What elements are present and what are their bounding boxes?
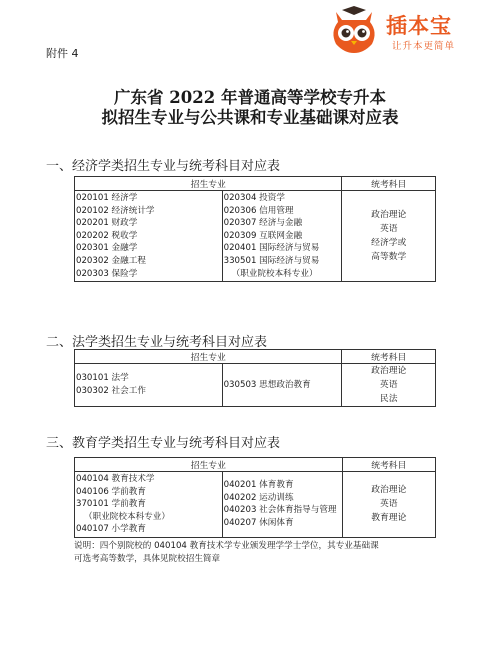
list-item: 040106 学前教育 bbox=[76, 486, 146, 497]
owl-logo-icon bbox=[326, 6, 382, 54]
footnote-line: 可选考高等数学，具体见院校招生简章 bbox=[74, 554, 221, 564]
list-item: 英语 bbox=[379, 224, 398, 235]
list-item: 040201 体育教育 bbox=[223, 480, 294, 491]
list-item: 020301 金融学 bbox=[76, 243, 138, 254]
major-list-right bbox=[222, 191, 342, 282]
list-item: 020201 财政学 bbox=[76, 218, 138, 229]
doc-title-line2: 拟招生专业与公共课和专业基础课对应表 bbox=[101, 108, 399, 127]
section-heading-education: 三、教育学类招生专业与统考科目对应表 bbox=[46, 436, 281, 451]
list-item: 370101 学前教育 bbox=[76, 499, 146, 510]
list-item: 330501 国际经济与贸易 bbox=[223, 255, 320, 266]
list-item: 030503 思想政治教育 bbox=[223, 379, 311, 390]
list-item: 020306 信用管理 bbox=[223, 205, 294, 216]
list-item: 040107 小学教育 bbox=[76, 524, 146, 535]
table-law bbox=[74, 349, 436, 407]
table-economics bbox=[74, 176, 436, 282]
major-list-right bbox=[222, 364, 342, 407]
header-subject: 统考科目 bbox=[342, 177, 436, 191]
list-item: 020303 保险学 bbox=[76, 268, 138, 279]
list-item: 020304 投资学 bbox=[223, 193, 285, 203]
table-education bbox=[74, 457, 436, 538]
footnote bbox=[74, 540, 444, 566]
list-item: 020302 金融工程 bbox=[76, 255, 146, 266]
major-list-right bbox=[222, 472, 342, 538]
list-item: 030101 法学 bbox=[76, 373, 129, 384]
list-item: 020307 经济与金融 bbox=[223, 218, 303, 229]
section-heading-law: 二、法学类招生专业与统考科目对应表 bbox=[46, 335, 268, 350]
list-item: 040202 运动训练 bbox=[223, 492, 294, 503]
logo-name: 插本宝 bbox=[386, 14, 452, 38]
list-item: （职业院校本科专业） bbox=[84, 511, 170, 522]
list-item: 高等数学 bbox=[371, 252, 407, 263]
brand-logo[interactable] bbox=[326, 4, 496, 56]
list-item: 教育理论 bbox=[371, 513, 407, 524]
header-subject: 统考科目 bbox=[342, 458, 435, 472]
list-item: 政治理论 bbox=[371, 210, 407, 221]
list-item: 政治理论 bbox=[371, 485, 407, 496]
major-list-left bbox=[75, 472, 223, 538]
list-item: 英语 bbox=[379, 380, 398, 390]
subject-list bbox=[342, 364, 436, 407]
table-row bbox=[75, 472, 436, 538]
list-item: （职业院校本科专业） bbox=[231, 268, 318, 279]
list-item: 020202 税收学 bbox=[76, 230, 138, 241]
list-item: 040104 教育技术学 bbox=[76, 474, 155, 484]
list-item: 英语 bbox=[379, 499, 398, 510]
subject-list bbox=[342, 191, 436, 282]
list-item: 040207 休闲体育 bbox=[223, 518, 294, 529]
section-heading-economics: 一、经济学类招生专业与统考科目对应表 bbox=[46, 159, 281, 174]
major-list-left bbox=[75, 191, 223, 282]
table-row bbox=[75, 191, 436, 282]
major-list-left bbox=[75, 364, 223, 407]
logo-slogan: 让升本更简单 bbox=[392, 41, 456, 52]
list-item: 020102 经济统计学 bbox=[76, 205, 155, 216]
table-header-row bbox=[75, 177, 436, 191]
header-major: 招生专业 bbox=[75, 177, 342, 191]
subject-list bbox=[342, 472, 435, 538]
footnote-line: 说明：四个别院校的 040104 教育技术学专业颁发理学学士学位，其专业基础课 bbox=[74, 541, 379, 551]
header-subject: 统考科目 bbox=[342, 350, 436, 364]
list-item: 政治理论 bbox=[371, 366, 407, 376]
list-item: 040203 社会体育指导与管理 bbox=[223, 505, 337, 516]
table-header-row bbox=[75, 350, 436, 364]
list-item: 经济学或 bbox=[371, 238, 407, 249]
attachment-label: 附件 4 bbox=[46, 47, 79, 60]
table-row bbox=[75, 364, 436, 407]
doc-title-line1: 广东省 2022 年普通高等学校专升本 bbox=[114, 88, 386, 107]
list-item: 020401 国际经济与贸易 bbox=[223, 243, 320, 254]
list-item: 民法 bbox=[379, 394, 398, 404]
header-major: 招生专业 bbox=[75, 458, 343, 472]
table-header-row bbox=[75, 458, 436, 472]
list-item: 020101 经济学 bbox=[76, 193, 138, 203]
list-item: 030302 社会工作 bbox=[76, 386, 146, 396]
list-item: 020309 互联网金融 bbox=[223, 230, 303, 241]
header-major: 招生专业 bbox=[75, 350, 342, 364]
